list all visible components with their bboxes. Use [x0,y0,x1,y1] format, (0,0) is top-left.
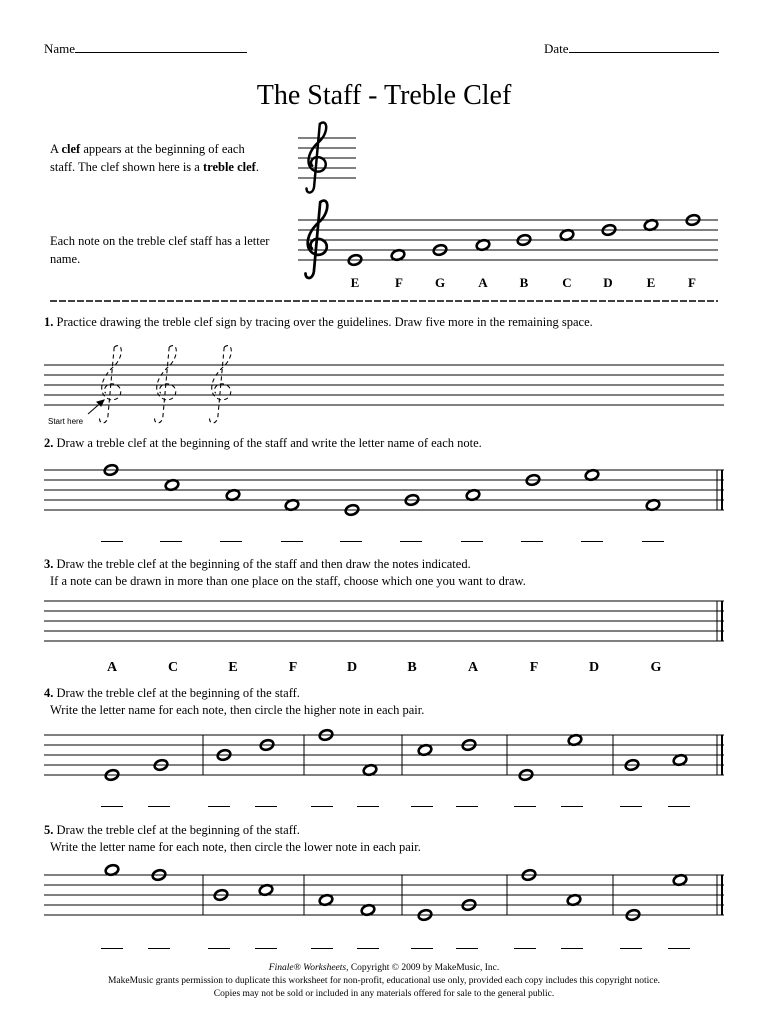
whole-note [164,479,179,492]
note-letter: D [603,275,613,290]
note-letter: E [646,275,656,290]
whole-note [672,874,687,887]
traced-treble-clef [155,346,177,423]
whole-note [258,884,273,897]
intro-paragraph-2: Each note on the treble clef staff has a letter name. [50,234,270,266]
intro-paragraph-1: A clef appears at the beginning of each staff. The clef shown here is a treble clef. [50,142,259,174]
target-letter: G [650,660,662,675]
whole-note [390,249,405,262]
whole-note [225,489,240,502]
copyright-footer: Finale® Worksheets, Copyright © 2009 by MakeMusic, Inc. MakeMusic grants permission to duplicate this worksheet for non-profit, educational use only, provided each copy includes this copyright notice. Copies may not be sold or included in any materials offered for sale to the general public. [107,963,661,999]
target-letter: D [588,660,600,675]
whole-note [559,229,574,242]
whole-note [284,499,299,512]
target-letter: A [467,660,479,675]
target-letter: F [288,660,298,675]
date-label: Date [544,41,569,56]
whole-note [567,734,582,747]
note-letter: A [478,275,488,290]
exercise-2-instruction: 2. Draw a treble clef at the beginning of the staff and write the letter name of each note. [44,436,482,450]
page-title: The Staff - Treble Clef [256,80,512,111]
whole-note [417,744,432,757]
target-letter: E [228,660,238,675]
whole-note [360,904,375,917]
traced-treble-clef [100,346,122,423]
whole-note [318,894,333,907]
note-letter: F [688,275,696,290]
name-label: Name [44,41,76,56]
target-letter: B [407,660,417,675]
note-letter: G [434,275,446,290]
exercise-5-instruction: 5. Draw the treble clef at the beginning of the staff. Write the letter name for each note, then circle the lower note in each pair. [44,823,421,854]
exercise-3-instruction: 3. Draw the treble clef at the beginning of the staff and then draw the notes indicated. If a note can be drawn in more than one place on the staff, choose which one you want to draw. [44,557,526,588]
start-here-label: Start here [48,417,84,426]
note-letter: F [395,275,403,290]
target-letter: F [529,660,539,675]
traced-treble-clef [210,346,232,423]
note-letter: C [562,275,572,290]
exercise-1-instruction: 1. Practice drawing the treble clef sign by tracing over the guidelines. Draw five more in the remaining space. [44,315,593,329]
whole-note [645,499,660,512]
target-letter: C [167,660,179,675]
whole-note [566,894,581,907]
note-letter: B [519,275,529,290]
note-letter: E [350,275,360,290]
whole-note [362,764,377,777]
treble-clef-symbol [306,201,328,278]
whole-note [465,489,480,502]
whole-note [643,219,658,232]
whole-note [104,864,119,877]
exercise-4-instruction: 4. Draw the treble clef at the beginning of the staff. Write the letter name for each note, then circle the higher note in each pair. [44,686,425,717]
target-letter: A [106,660,118,675]
whole-note [672,754,687,767]
target-letter: D [346,660,358,675]
whole-note [584,469,599,482]
whole-note [475,239,490,252]
